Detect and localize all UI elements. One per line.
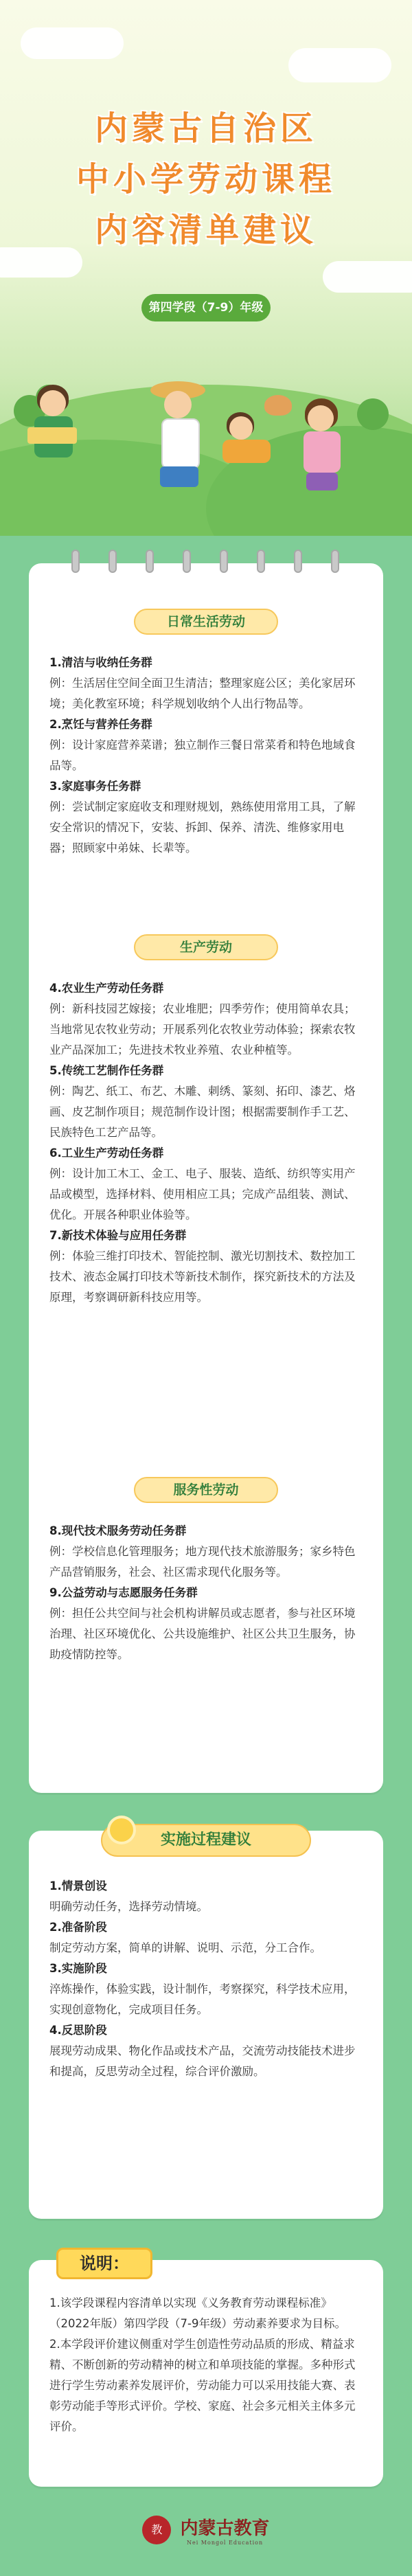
binder-rings xyxy=(29,550,383,577)
step-heading: 1.情景创设 xyxy=(49,1879,107,1893)
title-line-3: 内容清单建议 xyxy=(94,211,317,249)
note-item: 1.该学段课程内容清单以实现《义务教育劳动课程标准》（2022年版）第四学段（7-9年级）劳动素养要求为目标。 xyxy=(49,2296,346,2330)
task-example: 例：体验三维打印技术、智能控制、激光切割技术、数控加工技术、液态金属打印技术等新技术制作，探究新技术的方法及原理，考察调研新科技应用等。 xyxy=(49,1250,356,1304)
notes-label: 说明： xyxy=(56,2248,152,2279)
kid-gardening-illustration xyxy=(141,381,216,498)
task-heading: 7.新技术体验与应用任务群 xyxy=(49,1229,187,1242)
step-heading: 2.准备阶段 xyxy=(49,1921,107,1934)
step-heading: 3.实施阶段 xyxy=(49,1962,107,1975)
step-detail: 明确劳动任务，选择劳动情境。 xyxy=(49,1900,208,1913)
task-heading: 9.公益劳动与志愿服务任务群 xyxy=(49,1586,198,1599)
content-list-card xyxy=(29,563,383,1793)
title-line-2: 中小学劳动课程 xyxy=(76,160,336,199)
step-detail: 展现劳动成果、物化作品或技术产品，交流劳动技能技术进步和提高，反思劳动全过程，综合评价激励。 xyxy=(49,2044,356,2078)
task-example: 例：生活居住空间全面卫生清洁；整理家庭公区；美化家居环境；美化教室环境；科学规划收纳个人出行物品等。 xyxy=(49,677,356,710)
title-line-1: 内蒙古自治区 xyxy=(94,109,317,148)
cloud-decoration xyxy=(21,27,124,59)
step-heading: 4.反思阶段 xyxy=(49,2024,107,2037)
cloud-decoration xyxy=(288,48,391,82)
task-heading: 4.农业生产劳动任务群 xyxy=(49,982,164,995)
cloud-decoration xyxy=(0,247,82,278)
hero-banner xyxy=(0,0,412,536)
task-heading: 3.家庭事务任务群 xyxy=(49,780,141,793)
task-example: 例：设计加工木工、金工、电子、服装、造纸、纺织等实用产品或模型，选择材料、使用相应工具；完成产品组装、测试、优化。开展各种职业体验等。 xyxy=(49,1167,356,1221)
stage-badge: 第四学段（7-9）年级 xyxy=(141,294,271,321)
footer xyxy=(0,2514,412,2576)
daily-task-list xyxy=(49,653,364,859)
task-example: 例：尝试制定家庭收支和理财规划，熟练使用常用工具，了解安全常识的情况下，安装、拆卸、保养、清洗、维修家用电器；照顾家中弟妹、长辈等。 xyxy=(49,800,356,855)
production-task-list xyxy=(49,978,364,1308)
note-item: 2.本学段评价建议侧重对学生创造性劳动品质的形成、精益求精、不断创新的劳动精神的树立和单项技能的掌握。多种形式进行学生劳动素养发展评价，劳动能力可以采用技能大赛、表彰劳动能手等形式评价。学校、家庭、社会多元相关主体多元评价。 xyxy=(49,2338,356,2433)
brand-subtitle: Nei Mongol Education xyxy=(186,2540,264,2546)
task-example: 例：设计家庭营养菜谱；独立制作三餐日常菜肴和特色地域食品等。 xyxy=(49,738,356,772)
lightbulb-icon xyxy=(110,1818,133,1842)
task-example: 例：担任公共空间与社会机构讲解员或志愿者，参与社区环境治理、社区环境优化、公共设施维护、社区公共卫生服务，协助疫情防控等。 xyxy=(49,1607,356,1661)
task-example: 例：新科技园艺嫁接；农业堆肥；四季劳作；使用简单农具；当地常见农牧业劳动；开展系列化农牧业劳动体验；探索农牧业产品深加工；先进技术牧业养殖、农业种植等。 xyxy=(49,1002,356,1057)
notes-list xyxy=(49,2293,364,2437)
cloud-decoration xyxy=(323,261,412,293)
kid-reading-illustration xyxy=(27,385,82,481)
step-detail: 淬炼操作，体验实践，设计制作，考察探究，科学技术应用，实现创意物化，完成项目任务。 xyxy=(49,1982,356,2016)
task-example: 例：陶艺、纸工、布艺、木雕、刺绣、篆刻、拓印、漆艺、烙画、皮艺制作项目；规范制作设计图；根据需要制作手工艺、民族特色工艺产品等。 xyxy=(49,1085,356,1139)
kid-planting-illustration xyxy=(220,412,282,467)
brand-logo-icon: 教 xyxy=(142,2516,171,2544)
kid-running-illustration xyxy=(288,398,357,495)
implementation-steps xyxy=(49,1876,364,2082)
task-heading: 5.传统工艺制作任务群 xyxy=(49,1064,164,1077)
brand-name xyxy=(181,2514,270,2546)
implementation-title: 实施过程建议 xyxy=(101,1824,311,1857)
task-example: 例：学校信息化管理服务；地方现代技术旅游服务；家乡特色产品营销服务，社会、社区需求现代化服务等。 xyxy=(49,1545,356,1579)
brand-title: 内蒙古教育 xyxy=(180,2518,270,2539)
section-title-production: 生产劳动 xyxy=(134,934,278,960)
notes-card xyxy=(29,2254,383,2487)
tree-decoration xyxy=(357,398,389,430)
dog-illustration xyxy=(264,395,292,416)
task-heading: 1.清洁与收纳任务群 xyxy=(49,656,152,669)
task-heading: 8.现代技术服务劳动任务群 xyxy=(49,1524,187,1537)
service-task-list xyxy=(49,1521,364,1665)
implementation-card xyxy=(29,1831,383,2219)
section-title-service: 服务性劳动 xyxy=(134,1477,278,1503)
section-title-daily: 日常生活劳动 xyxy=(134,609,278,635)
step-detail: 制定劳动方案，简单的讲解、说明、示范，分工合作。 xyxy=(49,1941,321,1954)
task-heading: 2.烹饪与营养任务群 xyxy=(49,718,152,731)
task-heading: 6.工业生产劳动任务群 xyxy=(49,1146,164,1160)
